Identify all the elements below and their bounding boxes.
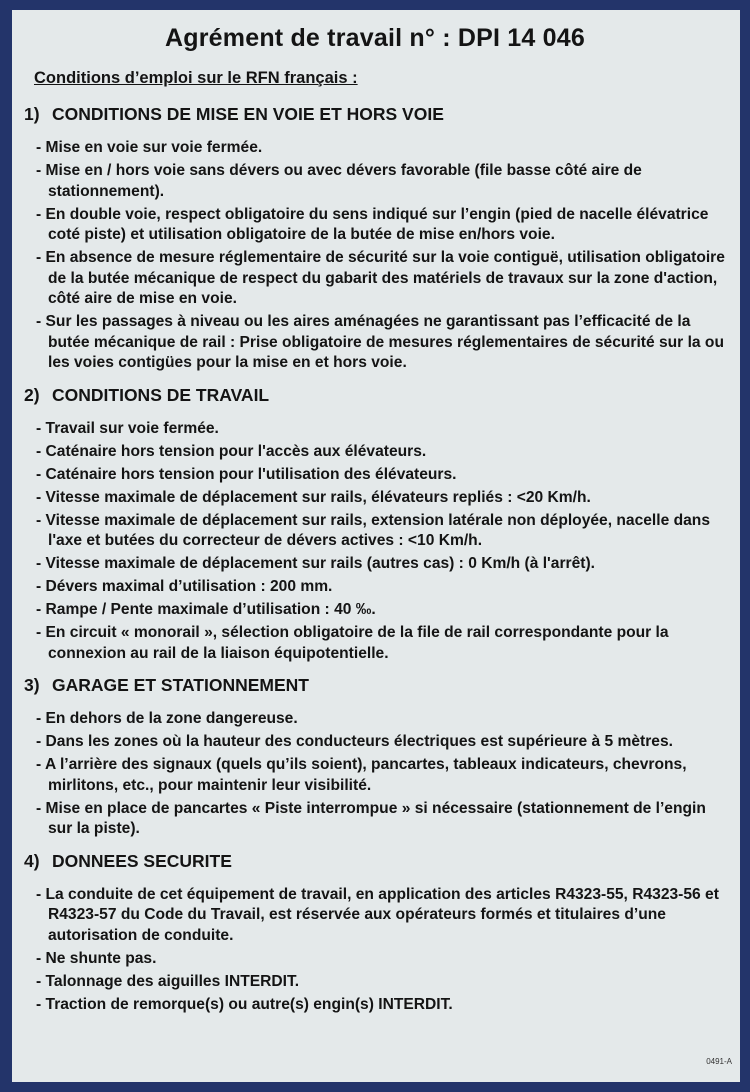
list-item: - A l’arrière des signaux (quels qu’ils soient), pancartes, tableaux indicateurs, chevrons, mirlitons, etc., pour maintenir leur visibilité. bbox=[36, 756, 687, 794]
page-title: Agrément de travail n° : DPI 14 046 bbox=[165, 24, 585, 52]
section-heading bbox=[24, 675, 726, 696]
section-item-list bbox=[24, 885, 726, 1016]
list-item: - Caténaire hors tension pour l'accès aux élévateurs. bbox=[36, 442, 427, 460]
section-item-list bbox=[24, 419, 726, 665]
section-1 bbox=[24, 104, 726, 374]
list-item: - Mise en / hors voie sans dévers ou avec dévers favorable (file basse côté aire de stationnement). bbox=[36, 162, 642, 200]
section-3 bbox=[24, 675, 726, 840]
subtitle: Conditions d’emploi sur le RFN français : bbox=[34, 69, 358, 87]
section-heading-text: CONDITIONS DE MISE EN VOIE ET HORS VOIE bbox=[52, 104, 444, 124]
list-item: - Vitesse maximale de déplacement sur rails (autres cas) : 0 Km/h (à l'arrêt). bbox=[36, 555, 595, 572]
list-item: - Dévers maximal d’utilisation : 200 mm. bbox=[36, 578, 333, 595]
list-item: - Vitesse maximale de déplacement sur rails, extension latérale non déployée, nacelle dans l'axe et butées du correcteur de dévers actives : <10 Km/h. bbox=[36, 511, 710, 549]
list-item: - Mise en voie sur voie fermée. bbox=[36, 139, 263, 156]
section-heading bbox=[24, 104, 726, 125]
list-item: - Traction de remorque(s) ou autre(s) engin(s) INTERDIT. bbox=[36, 995, 453, 1013]
section-item-list bbox=[24, 709, 726, 840]
list-item: - En circuit « monorail », sélection obligatoire de la file de rail correspondante pour la connexion au rail de la liaison équipotentielle. bbox=[36, 624, 669, 662]
list-item: - La conduite de cet équipement de travail, en application des articles R4323-55, R4323-56 et R4323-57 du Code du Travail, est réservée aux opérateurs formés et titulaires d’une autorisation de conduite. bbox=[36, 885, 719, 944]
section-4 bbox=[24, 851, 726, 1016]
section-heading bbox=[24, 385, 726, 406]
section-number: 2) bbox=[24, 384, 40, 405]
list-item: - En absence de mesure réglementaire de sécurité sur la voie contiguë, utilisation obligatoire de la butée mécanique de respect du gabarit des matériels de travaux sur la zone d'action, côté aire de mise en voie. bbox=[36, 249, 725, 307]
list-item: - Travail sur voie fermée. bbox=[36, 419, 219, 437]
reference-code: 0491-A bbox=[706, 1057, 732, 1066]
regulation-placard bbox=[12, 10, 740, 1082]
section-heading-text: DONNEES SECURITE bbox=[52, 850, 232, 871]
section-heading-text: GARAGE ET STATIONNEMENT bbox=[52, 675, 309, 695]
list-item: - Mise en place de pancartes « Piste interrompue » si nécessaire (stationnement de l’engin sur la piste). bbox=[36, 799, 706, 837]
list-item: - Rampe / Pente maximale d’utilisation : 40 ‰. bbox=[36, 601, 376, 618]
section-2 bbox=[24, 385, 726, 665]
section-item-list bbox=[24, 138, 726, 374]
section-heading-text: CONDITIONS DE TRAVAIL bbox=[52, 384, 270, 405]
list-item: - Ne shunte pas. bbox=[36, 949, 157, 967]
section-number: 4) bbox=[24, 850, 40, 871]
list-item: - Caténaire hors tension pour l'utilisation des élévateurs. bbox=[36, 465, 457, 483]
list-item: - Vitesse maximale de déplacement sur rails, élévateurs repliés : <20 Km/h. bbox=[36, 488, 591, 506]
section-number: 1) bbox=[24, 104, 40, 124]
list-item: - En dehors de la zone dangereuse. bbox=[36, 710, 298, 727]
list-item: - En double voie, respect obligatoire du sens indiqué sur l’engin (pied de nacelle élévatrice coté piste) et utilisation obligatoire de la butée de mise en/hors voie. bbox=[36, 205, 709, 243]
list-item: - Talonnage des aiguilles INTERDIT. bbox=[36, 972, 300, 990]
sections bbox=[24, 104, 726, 1015]
list-item: - Sur les passages à niveau ou les aires aménagées ne garantissant pas l’efficacité de la butée mécanique de rail : Prise obligatoire de mesures réglementaires de sécurité sur la ou les voies contigües pour la mise en et hors voie. bbox=[36, 313, 724, 371]
section-heading bbox=[24, 851, 726, 872]
list-item: - Dans les zones où la hauteur des conducteurs électriques est supérieure à 5 mètres. bbox=[36, 733, 673, 750]
section-number: 3) bbox=[24, 675, 40, 695]
